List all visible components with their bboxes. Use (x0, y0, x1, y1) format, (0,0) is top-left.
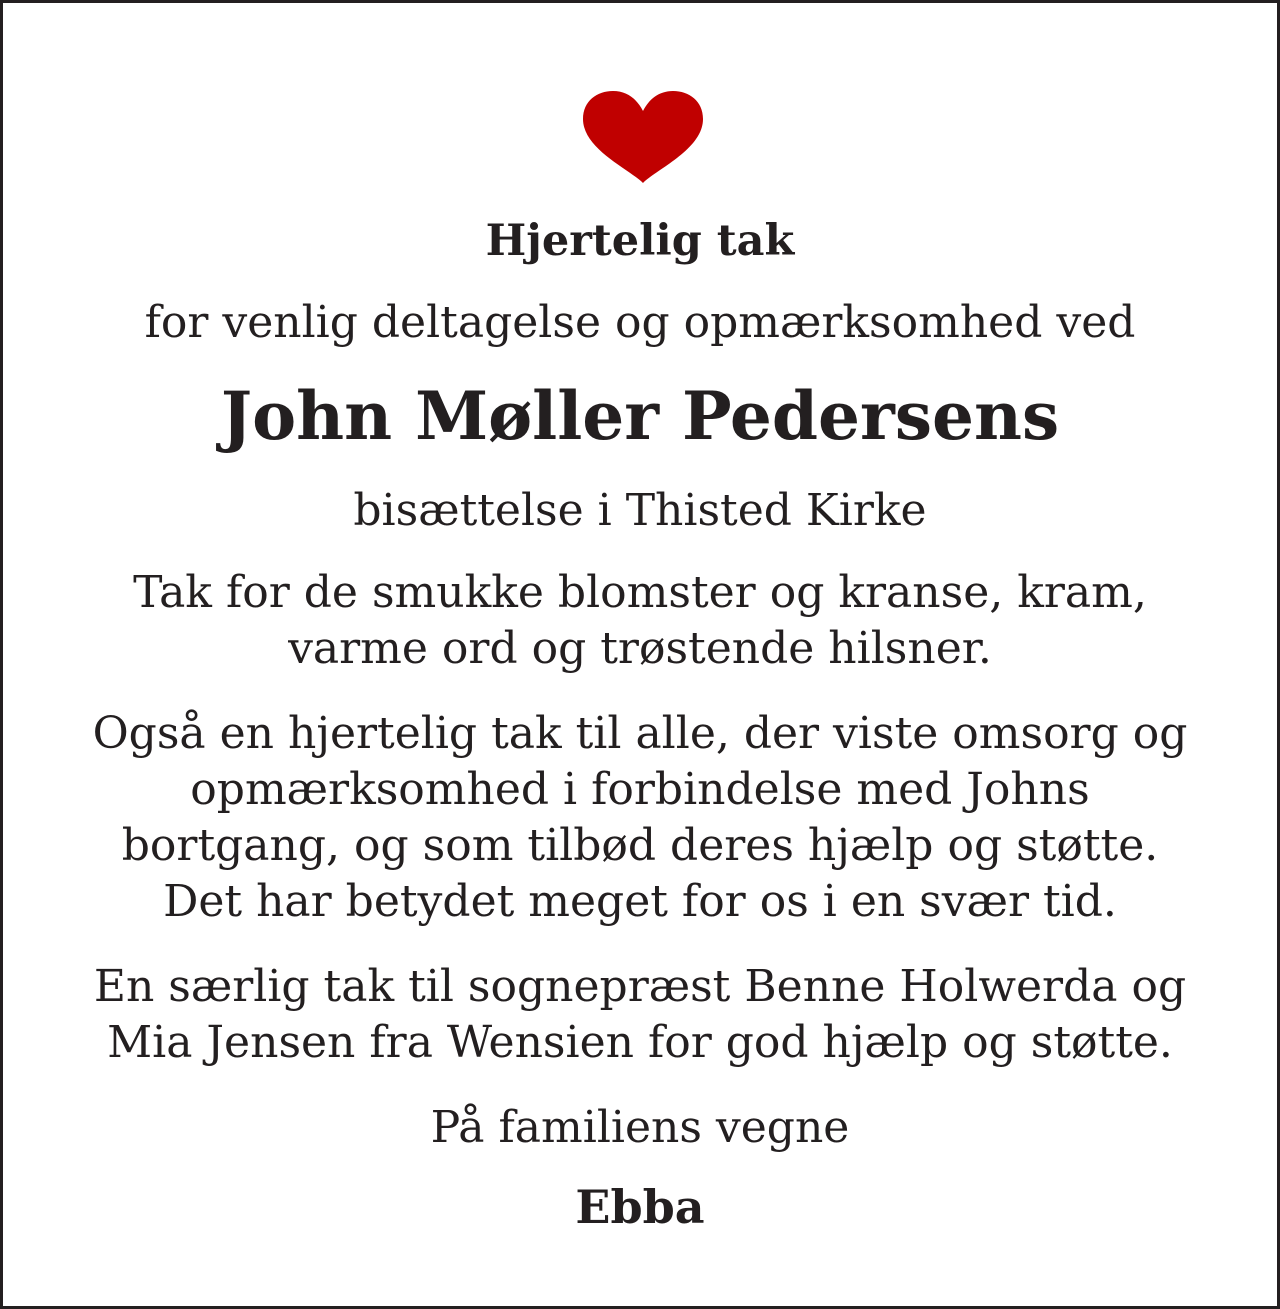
heart-shape (583, 91, 703, 183)
also-thanks-line: Det har betydet meget for os i en svær tid. (163, 876, 1117, 927)
heading: Hjertelig tak (485, 216, 795, 266)
funeral-line: bisættelse i Thisted Kirke (353, 485, 927, 536)
also-thanks-line: Også en hjertelig tak til alle, der viste omsorg og (92, 708, 1188, 759)
special-thanks-line: Mia Jensen fra Wensien for god hjælp og støtte. (107, 1017, 1173, 1068)
thanks-line: Tak for de smukke blomster og kranse, kram, (133, 567, 1147, 618)
thanks-line: varme ord og trøstende hilsner. (288, 623, 992, 674)
deceased-name: John Møller Pedersens (220, 377, 1060, 455)
on-behalf-line: På familiens vegne (430, 1102, 850, 1153)
special-thanks-paragraph (3, 959, 1277, 1071)
also-thanks-line: bortgang, og som tilbød deres hjælp og støtte. (121, 820, 1159, 871)
also-thanks-line: opmærksomhed i forbindelse med Johns (190, 764, 1090, 815)
thanks-paragraph (3, 565, 1277, 677)
signature: Ebba (575, 1180, 705, 1234)
intro-line: for venlig deltagelse og opmærksomhed ved (144, 297, 1136, 348)
special-thanks-line: En særlig tak til sognepræst Benne Holwerda og (93, 961, 1187, 1012)
also-thanks-paragraph (3, 706, 1277, 930)
heart-icon (581, 89, 705, 185)
